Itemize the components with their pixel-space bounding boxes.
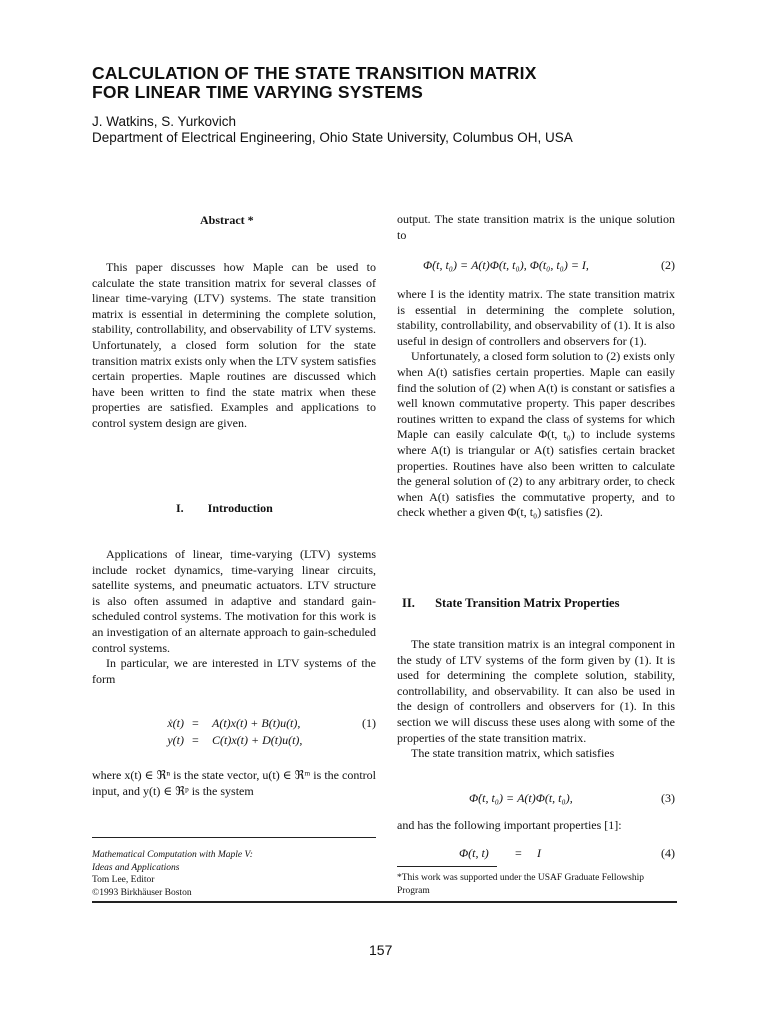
intro-heading	[176, 501, 273, 516]
section-2-heading	[402, 596, 619, 611]
title-line-2: FOR LINEAR TIME VARYING SYSTEMS	[92, 82, 423, 102]
right-col-intro	[397, 212, 675, 243]
right-paragraph-0: output. The state transition matrix is the unique solution to	[397, 212, 675, 242]
eq4-rhs: I	[537, 846, 541, 860]
book-info	[92, 849, 376, 899]
eq1-equals-2: =	[192, 733, 199, 747]
author-names: J. Watkins, S. Yurkovich	[92, 114, 237, 129]
intro-paragraph-3: where x(t) ∈ ℜⁿ is the state vector, u(t) ∈ ℜᵐ is the control input, and y(t) ∈ ℜᵖ is the system	[92, 768, 376, 798]
eq1-number: (1)	[362, 716, 376, 730]
page-bottom-rule	[92, 901, 677, 903]
eq3-body: Φ̇(t, t₀) = A(t)Φ(t, t₀),	[469, 791, 573, 805]
book-subtitle: Ideas and Applications	[92, 862, 180, 873]
eq3-number: (3)	[661, 791, 675, 805]
author-affiliation: Department of Electrical Engineering, Ohio State University, Columbus OH, USA	[92, 130, 573, 145]
eq1-lhs-1: ẋ(t)	[167, 716, 184, 730]
page-number: 157	[369, 942, 393, 958]
right-col-body-2	[397, 637, 675, 762]
right-paragraph-4: The state transition matrix, which satisfies	[411, 746, 615, 761]
book-copyright: ©1993 Birkhäuser Boston	[92, 887, 192, 898]
eq4-number: (4)	[661, 846, 675, 860]
author-block	[92, 114, 712, 146]
right-col-body-1	[397, 287, 675, 521]
eq2-body: Φ̇(t, t₀) = A(t)Φ(t, t₀), Φ(t₀, t₀) = I,	[423, 258, 589, 272]
footer-left-rule	[92, 837, 376, 838]
abstract-heading: Abstract *	[200, 213, 254, 227]
eq4-equals: =	[515, 846, 522, 860]
eq1-lhs-2: y(t)	[167, 733, 184, 747]
intro-title: Introduction	[207, 501, 273, 515]
eq2-number: (2)	[661, 258, 675, 272]
intro-paragraph-3-wrap	[92, 768, 376, 799]
intro-number: I.	[176, 501, 184, 515]
eq1-rhs-1: A(t)x(t) + B(t)u(t),	[212, 716, 301, 730]
paper-title	[92, 64, 712, 102]
intro-paragraph-2: In particular, we are interested in LTV systems of the form	[92, 656, 376, 686]
eq1-rhs-2: C(t)x(t) + D(t)u(t),	[212, 733, 303, 747]
section-2-number: II.	[402, 596, 415, 610]
title-line-1: CALCULATION OF THE STATE TRANSITION MATRIX	[92, 63, 537, 83]
section-2-title: State Transition Matrix Properties	[435, 596, 620, 610]
right-paragraph-2: Unfortunately, a closed form solution to (2) exists only when A(t) satisfies certain properties. Maple can easily find the solution of (2) when A(t) is constant or satisfies a well known commutative property. This paper describes routines written to expand the class of systems for which Maple can easily calculate Φ(t, t₀) to include systems where A(t) is triangular or A(t) satisfies certain bracket properties. Routines have also been written to calculate the general solution of (2) to any arbitrary order, to check when A(t) satisfies the commutative property, and to check whether a given Φ(t, t₀) satisfies (2).	[397, 349, 675, 520]
right-paragraph-5: and has the following important properties [1]:	[397, 818, 622, 832]
abstract-body	[92, 260, 376, 432]
intro-body	[92, 547, 376, 687]
right-col-body-3	[397, 818, 675, 834]
book-title: Mathematical Computation with Maple V:	[92, 850, 253, 860]
eq1-equals-1: =	[192, 716, 199, 730]
intro-paragraph-1: Applications of linear, time-varying (LTV) systems include rocket dynamics, time-varying linear circuits, satellite systems, and pneumatic actuators. LTV structure is also often assumed in adaptive and standard gain-scheduled control systems. The motivation for this work is an investigation of an alternate approach to gain-scheduled control systems.	[92, 547, 376, 655]
footnote-rule	[397, 866, 497, 867]
right-paragraph-1: where I is the identity matrix. The state transition matrix is essential in determining the complete solution, stability, controllability, and observability of (1). It is also useful in design of controllers and observers for (1).	[397, 287, 675, 348]
footnote-text: *This work was supported under the USAF Graduate Fellowship Program	[397, 873, 644, 896]
eq4-lhs: Φ(t, t)	[459, 846, 489, 860]
book-editor: Tom Lee, Editor	[92, 875, 155, 885]
right-paragraph-3: The state transition matrix is an integral component in the study of LTV systems of the form given by (1). It is used for determining the complete solution, stability, controllability, and observability. It can also be used in the design of controllers and observers for (1). In this section we will discuss these uses along with some of the properties of the state transition matrix.	[397, 637, 675, 745]
abstract-text: This paper discusses how Maple can be used to calculate the state transition matrix for several classes of linear time-varying (LTV) systems. The state transition matrix is essential in determining the complete solution, stability, controllability, and observability of LTV systems. Unfortunately, a closed form solution for the state transition matrix exists only when the LTV system satisfies certain properties. Maple routines are discussed which have been written to find the state matrix when these properties are satisfied. Examples and applications to control system design are given.	[92, 260, 376, 430]
equation-1	[92, 716, 376, 752]
footnote	[397, 872, 675, 897]
